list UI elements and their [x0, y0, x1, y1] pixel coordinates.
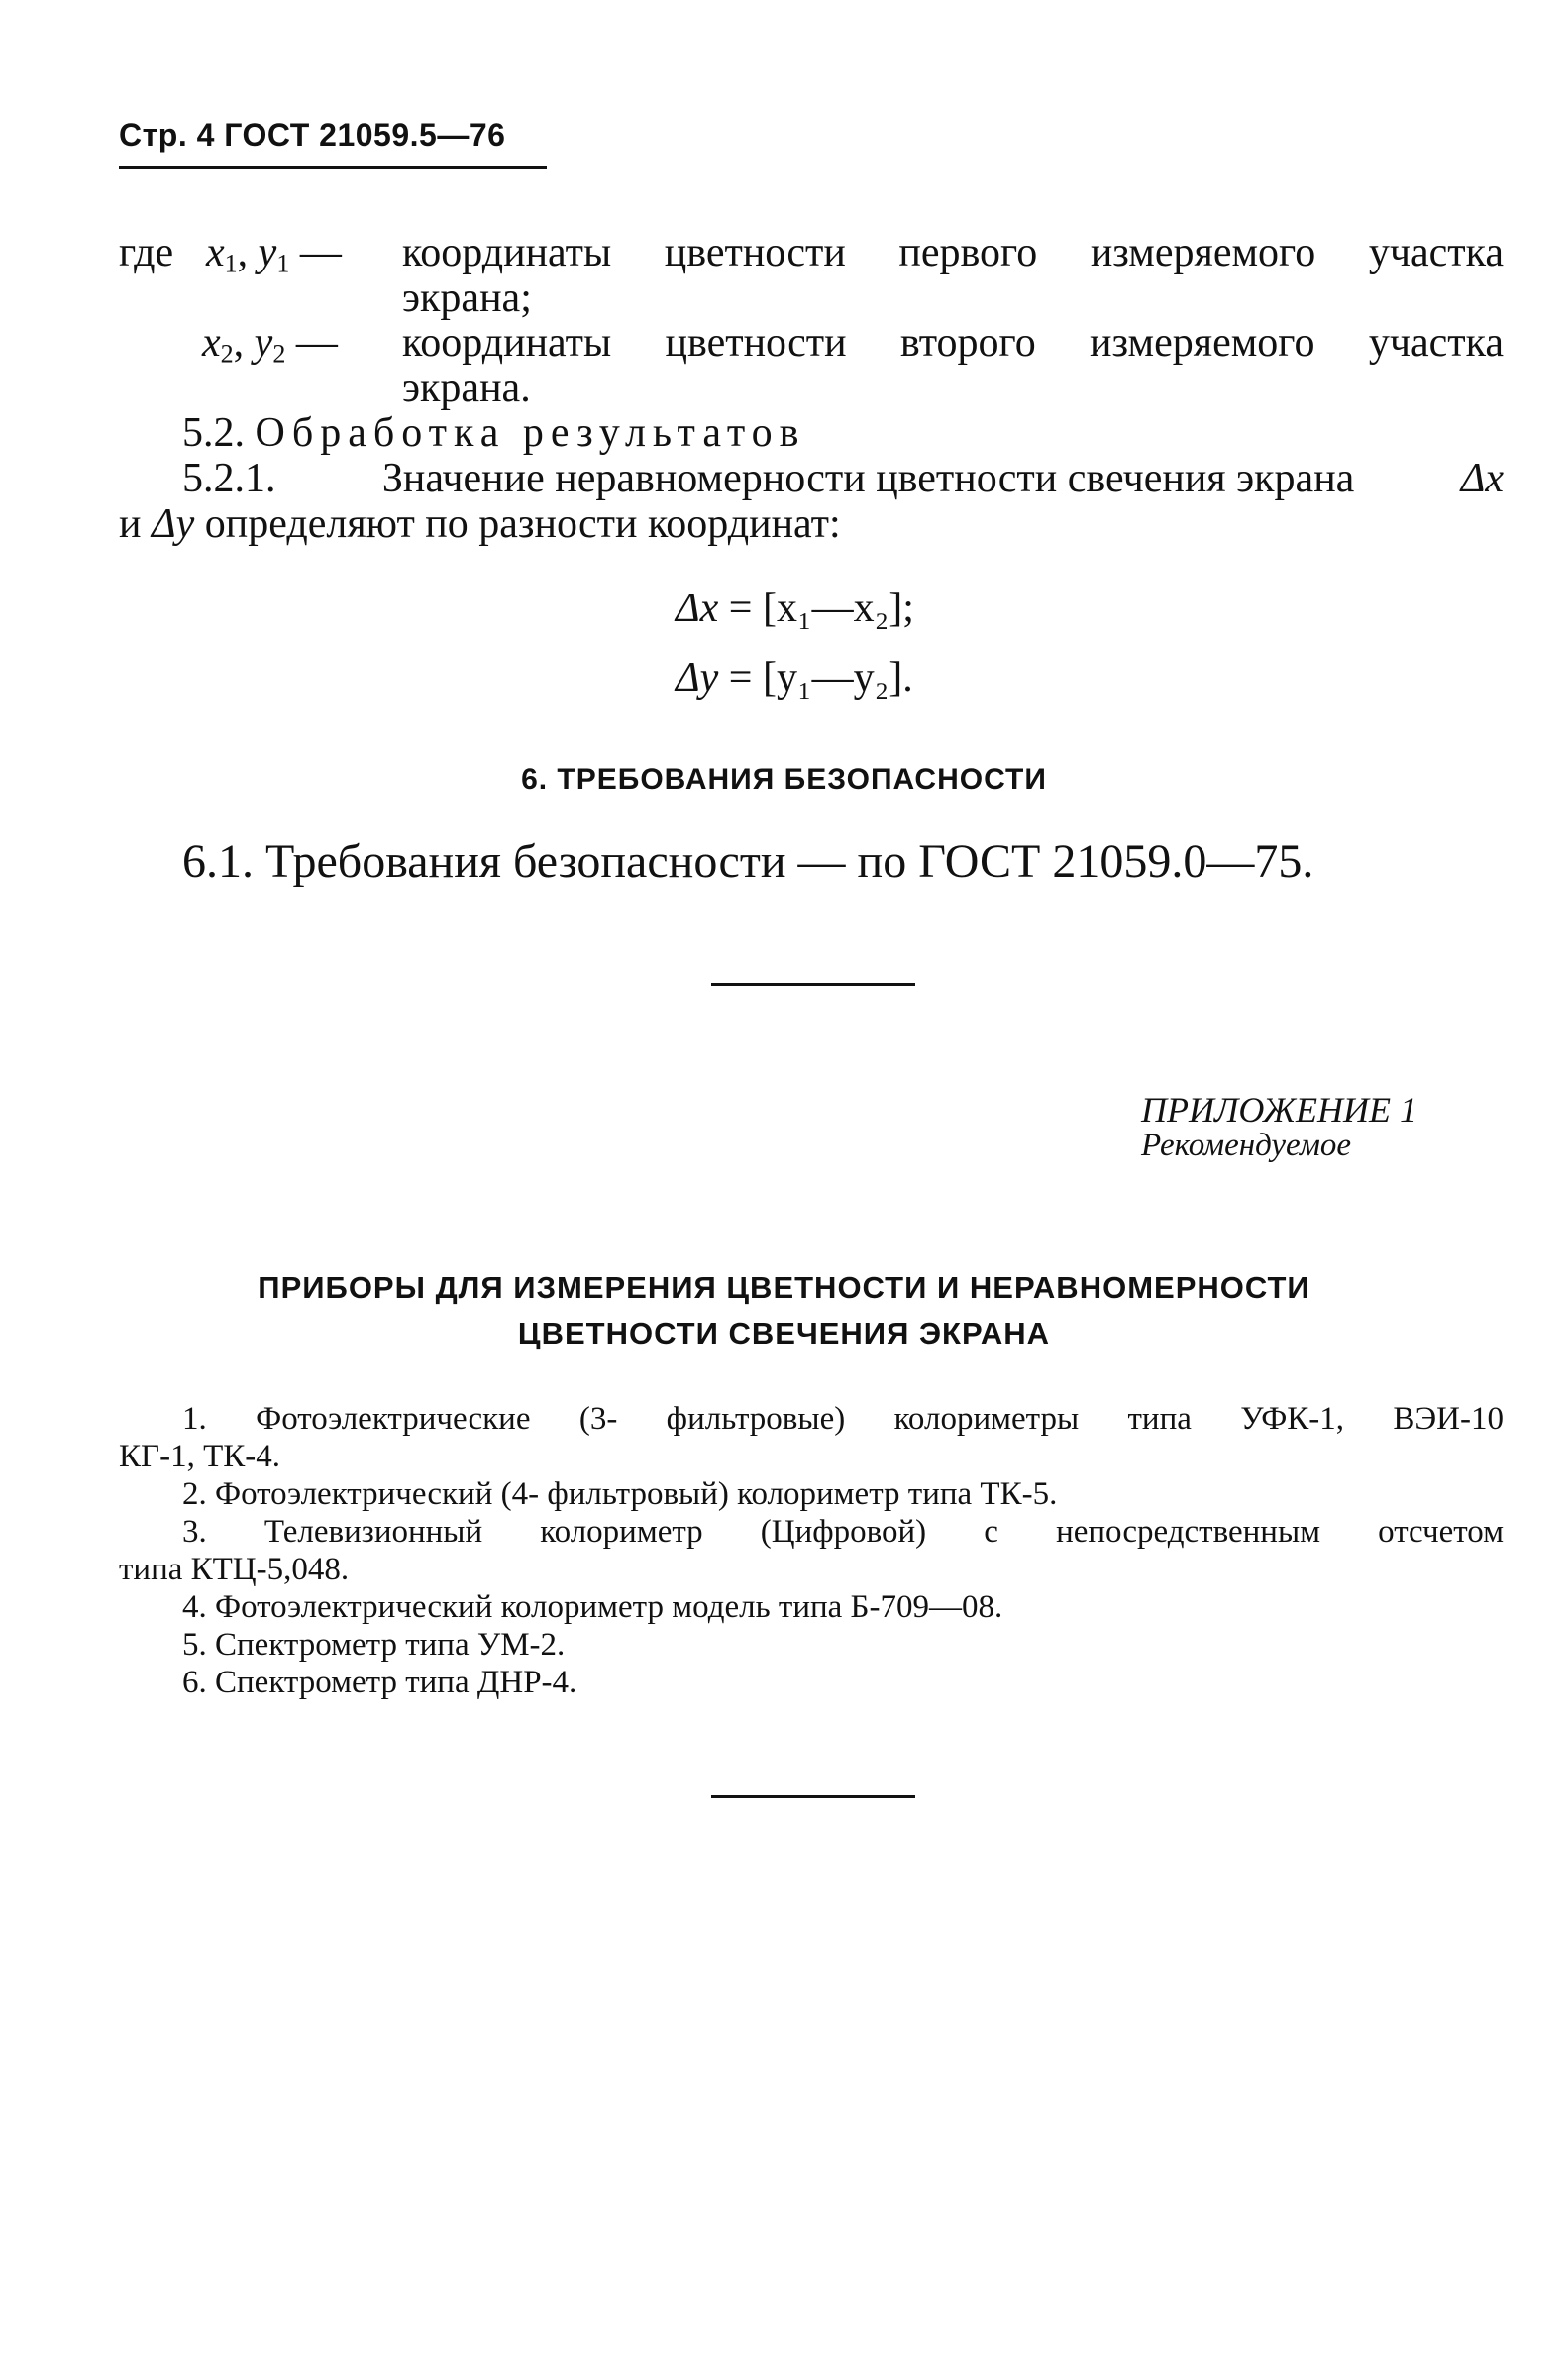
appendix-heading-line2: ЦВЕТНОСТИ СВЕЧЕНИЯ ЭКРАНА: [517, 1316, 1051, 1350]
list-item-2: 2. Фотоэлектрический (4- фильтровый) колориметр типа ТК-5.: [182, 1476, 1058, 1512]
list-item-1-line2: КГ-1, ТК-4.: [119, 1439, 280, 1474]
definition-prefix: где: [119, 230, 174, 275]
appendix-status: Рекомендуемое: [1141, 1128, 1352, 1163]
list-item-3-line2: типа КТЦ-5,048.: [119, 1552, 350, 1587]
var-y: y: [258, 230, 277, 275]
paragraph-text: Значение неравномерности цветности свечения экрана: [381, 456, 1355, 501]
var-x: x: [202, 320, 221, 366]
formula-delta-y: [676, 654, 913, 702]
var-x: x: [206, 230, 225, 275]
header-rule: [119, 166, 547, 169]
list-item-3-line1: 3. Телевизионный колориметр (Цифровой) с непосредственным отсчетом: [182, 1514, 1504, 1550]
section-number: 5.2.1.: [182, 456, 276, 501]
section-number: 5.2.: [182, 410, 245, 456]
divider-bottom: [711, 1795, 915, 1798]
definition-1-text-line1: координаты цветности первого измеряемого участка: [402, 230, 1504, 275]
section-6-title: 6. ТРЕБОВАНИЯ БЕЗОПАСНОСТИ: [521, 763, 1047, 796]
var-x-subscript: 2: [220, 339, 234, 369]
section-6-1-text: 6.1. Требования безопасности — по ГОСТ 21059.0—75.: [182, 835, 1314, 888]
var-x-subscript: 1: [224, 249, 238, 278]
delta-x: Δx: [1460, 456, 1504, 501]
conjunction: и: [119, 501, 142, 547]
var-y-subscript: 2: [272, 339, 286, 369]
appendix-label: ПРИЛОЖЕНИЕ 1: [1141, 1090, 1417, 1130]
formula-lhs: Δx: [676, 586, 719, 631]
definition-dash: —: [295, 320, 338, 366]
formula-rhs: = [x₁—x₂];: [728, 586, 914, 631]
definition-2-variables: $x_2$, $y_2$ —: [202, 320, 338, 369]
formula-delta-x: [676, 585, 914, 632]
section-5-2-1-line1: [182, 456, 1504, 501]
list-item-6: 6. Спектрометр типа ДНР-4.: [182, 1665, 577, 1700]
list-item-1-line1: 1. Фотоэлектрические (3- фильтровые) колориметры типа УФК-1, ВЭИ-10: [182, 1401, 1504, 1437]
definition-2-text-line2: экрана.: [402, 366, 531, 411]
list-item-5: 5. Спектрометр типа УМ-2.: [182, 1627, 566, 1663]
page-header: Стр. 4 ГОСТ 21059.5—76: [119, 117, 506, 153]
formula-rhs: = [y₁—y₂].: [728, 655, 913, 701]
divider-top: [711, 983, 915, 986]
delta-y: Δy: [151, 501, 195, 547]
section-5-2-1-line2: [119, 501, 841, 547]
section-5-2-heading: [182, 410, 806, 456]
var-y-subscript: 1: [276, 249, 290, 278]
definition-1-variables: $x_1$, $y_1$ —: [206, 230, 342, 278]
appendix-heading-line1: ПРИБОРЫ ДЛЯ ИЗМЕРЕНИЯ ЦВЕТНОСТИ И НЕРАВНОМЕРНОСТИ: [258, 1270, 1310, 1305]
definition-1-text-line2: экрана;: [402, 275, 532, 321]
definition-dash: —: [299, 230, 342, 275]
section-title: Обработка результатов: [255, 410, 806, 456]
formula-lhs: Δy: [676, 655, 719, 701]
list-item-4: 4. Фотоэлектрический колориметр модель типа Б-709—08.: [182, 1589, 1003, 1625]
paragraph-text: определяют по разности координат:: [204, 501, 841, 547]
definition-2-text-line1: координаты цветности второго измеряемого участка: [402, 320, 1504, 366]
var-y: y: [254, 320, 273, 366]
